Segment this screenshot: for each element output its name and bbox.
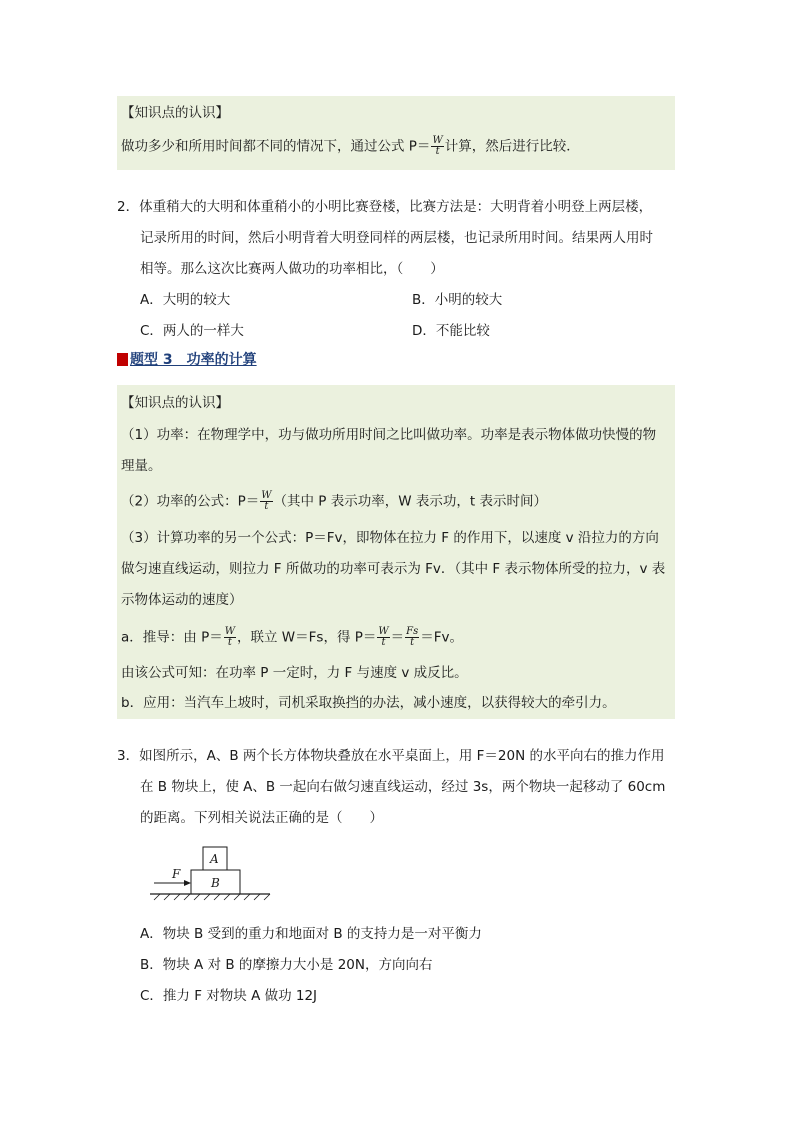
question-3-line-3: 的距离。下列相关说法正确的是（ ）	[140, 810, 383, 826]
knowledge-line-6: 示物体运动的速度）	[121, 592, 243, 608]
q3-option-c: C．推力 F 对物块 A 做功 12J	[140, 988, 318, 1004]
section-marker	[117, 353, 128, 366]
knowledge-header: 【知识点的认识】	[121, 105, 229, 121]
knowledge-box-1	[117, 96, 675, 170]
section-title: 题型 3 功率的计算	[130, 352, 257, 368]
question-2-line-2: 记录所用的时间，然后小明背着大明登同样的两层楼，也记录所用时间。结果两人用时	[140, 230, 653, 246]
knowledge-line-2: 理量。	[121, 458, 162, 474]
label-b: B	[211, 876, 220, 890]
force-arrow-head	[184, 880, 191, 886]
q3-option-b: B．物块 A 对 B 的摩擦力大小是 20N，方向向右	[140, 957, 433, 973]
derivation-fraction-2: $\frac{W}{t}$	[378, 626, 389, 648]
knowledge-line-5: 做匀速直线运动，则拉力 F 所做功的功率可表示为 Fv．（其中 F 表示物体所受的拉力，v 表	[121, 561, 666, 577]
question-2-line-3: 相等。那么这次比赛两人做功的功率相比，（ ）	[140, 261, 444, 277]
knowledge-line-8: 由该公式可知：在功率 P 一定时，力 F 与速度 v 成反比。	[121, 665, 468, 681]
formula-fraction: $\frac{W}{t}$	[432, 135, 443, 157]
question-2-line-1: 2．体重稍大的大明和体重稍小的小明比赛登楼，比赛方法是：大明背着小明登上两层楼，	[117, 199, 653, 215]
option-a: A．大明的较大	[140, 292, 231, 308]
knowledge-line-4: （3）计算功率的另一个公式：P＝Fv，即物体在拉力 F 的作用下，以速度 v 沿拉力的方向	[121, 530, 659, 546]
derivation-fraction-3: $\frac{Fs}{t}$	[406, 626, 419, 648]
q3-option-a: A．物块 B 受到的重力和地面对 B 的支持力是一对平衡力	[140, 926, 482, 942]
derivation-fraction-1: $\frac{W}{t}$	[224, 626, 235, 648]
question-3-line-1: 3．如图所示，A、B 两个长方体物块叠放在水平桌面上，用 F＝20N 的水平向右的推力作用	[117, 748, 665, 764]
section-heading	[117, 349, 257, 369]
knowledge-line-9: b．应用：当汽车上坡时，司机采取换挡的办法，减小速度，以获得较大的牵引力。	[121, 695, 616, 711]
knowledge-line-1: （1）功率：在物理学中，功与做功所用时间之比叫做功率。功率是表示物体做功快慢的物	[121, 427, 657, 443]
option-c: C．两人的一样大	[140, 323, 244, 339]
knowledge-line-3: （2）功率的公式：P＝ $\frac{W}{t}$ （其中 P 表示功率，W 表示功，t 表示时间）	[121, 490, 547, 512]
knowledge-text: 做功多少和所用时间都不同的情况下，通过公式 P＝ $\frac{W}{t}$ 计算，然后进行比较．	[121, 135, 580, 157]
ground-hatching	[154, 894, 270, 900]
question-3-line-2: 在 B 物块上，使 A、B 一起向右做匀速直线运动，经过 3s，两个物块一起移动了 60cm	[140, 779, 666, 795]
knowledge-box-2	[117, 385, 675, 719]
label-f: F	[172, 867, 181, 881]
option-d: D．不能比较	[412, 323, 490, 339]
derivation-line: a．推导：由 P＝ $\frac{W}{t}$ ，联立 W＝Fs，得 P＝ $\frac{W}{t}$ ＝ $\frac{Fs}{t}$ ＝Fv。	[121, 626, 463, 648]
blocks-figure	[150, 842, 290, 902]
power-formula-fraction: $\frac{W}{t}$	[261, 490, 272, 512]
option-b: B．小明的较大	[412, 292, 503, 308]
label-a: A	[210, 852, 219, 866]
knowledge-header: 【知识点的认识】	[121, 395, 229, 411]
